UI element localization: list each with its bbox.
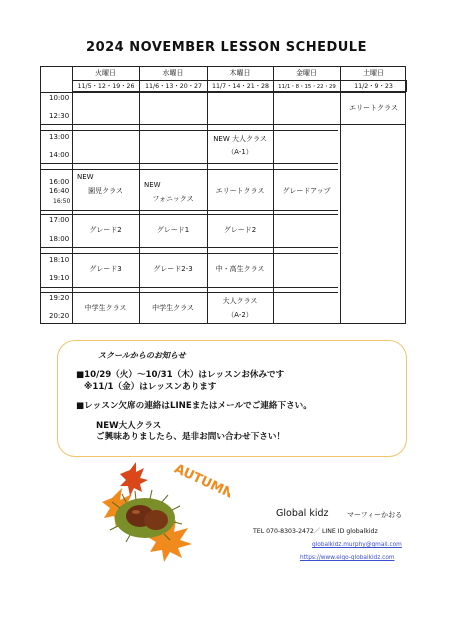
time-label: 20:20 <box>49 312 70 320</box>
dates-tue: 11/5・12・19・26 <box>72 80 140 92</box>
time-label: 19:10 <box>49 274 70 282</box>
school-name: Global kidz <box>276 508 329 519</box>
class-fri-gradeup: グレードアップ <box>282 187 331 195</box>
row-divider <box>41 214 338 215</box>
email-link[interactable]: globalkidz.murphy@gmail.com <box>312 542 402 548</box>
notice-line: ■レッスン欠席の連絡はLINEまたはメールでご連絡下さい。 <box>76 401 312 411</box>
row-divider <box>41 287 338 288</box>
time-label: 18:00 <box>49 235 70 243</box>
notice-line: ご興味ありましたら、是非お問い合わせ下さい！ <box>96 432 286 442</box>
notice-box <box>57 340 407 457</box>
class-thu-adult: 大人クラス <box>222 297 258 305</box>
notice-line: NEW大人クラス <box>96 421 162 431</box>
notice-title: スクールからのお知らせ <box>98 351 186 360</box>
row-divider <box>41 247 338 248</box>
class-tue-kinder: 園児クラス <box>88 187 123 195</box>
row-divider <box>41 253 338 254</box>
time-label: 16:40 <box>49 187 70 195</box>
class-sat-elite: エリートクラス <box>349 104 398 112</box>
row-divider <box>41 124 405 125</box>
time-label: 10:00 <box>49 94 70 102</box>
class-tue-middle: 中学生クラス <box>84 304 127 312</box>
class-wed-grade1: グレード1 <box>156 226 190 234</box>
day-header-tue: 火曜日 <box>95 69 116 77</box>
dates-thu: 11/7・14・21・28 <box>207 80 274 92</box>
time-label: 17:00 <box>49 216 70 224</box>
row-divider <box>41 163 338 164</box>
time-label: 16:50 <box>53 198 71 205</box>
time-label: 18:10 <box>49 256 70 264</box>
class-wed-new: NEW <box>144 181 161 189</box>
class-wed-phonics: フォニックス <box>152 195 194 203</box>
class-thu-adult-a1: （A-1） <box>227 148 253 156</box>
row-divider <box>41 210 338 211</box>
time-label: 12:30 <box>49 112 70 120</box>
autumn-illustration <box>100 458 230 563</box>
day-header-thu: 木曜日 <box>229 69 251 77</box>
dates-sat: 11/2・9・23 <box>340 80 407 92</box>
schedule-table <box>40 66 406 324</box>
class-tue-grade3: グレード3 <box>89 265 122 273</box>
class-tue-grade2: グレード2 <box>89 226 122 234</box>
page-title: 2024 NOVEMBER LESSON SCHEDULE <box>86 40 367 55</box>
row-divider <box>41 292 338 293</box>
notice-line: ■10/29（火）～10/31（木）はレッスンお休みです <box>76 370 285 380</box>
class-tue-new: NEW <box>77 173 94 181</box>
phone-line: TEL 070-8303-2472／ LINE ID globalkidz <box>253 528 378 535</box>
website-link[interactable]: https://www.eigo-globalkidz.com <box>300 555 395 561</box>
class-thu-adult-new: NEW 大人クラス <box>213 135 267 143</box>
class-wed-grade23: グレード2-3 <box>153 265 193 273</box>
maple-leaf-icon <box>120 462 148 496</box>
owner-name: マーフィーかおる <box>347 511 403 519</box>
class-thu-grade2: グレード2 <box>223 226 257 234</box>
class-wed-middle: 中学生クラス <box>152 304 194 312</box>
dates-fri: 11/1・8・15・22・29 <box>273 80 341 92</box>
notice-line: ※11/1（金）はレッスンあります <box>84 382 217 392</box>
row-divider <box>41 130 338 131</box>
row-divider <box>41 92 405 93</box>
class-thu-highschool: 中・高生クラス <box>215 265 265 273</box>
day-header-wed: 水曜日 <box>162 69 184 77</box>
time-label: 14:00 <box>49 151 70 159</box>
class-thu-adult-a2: （A-2） <box>227 311 253 319</box>
class-thu-elite: エリートクラス <box>215 187 265 195</box>
time-label: 16:00 <box>49 178 70 186</box>
time-label: 13:00 <box>49 133 70 141</box>
autumn-text: AUTUMN <box>171 461 230 502</box>
time-label: 19:20 <box>49 294 70 302</box>
dates-wed: 11/6・13・20・27 <box>139 80 208 92</box>
day-header-sat: 土曜日 <box>363 69 384 77</box>
day-header-fri: 金曜日 <box>296 69 317 77</box>
row-divider <box>41 169 338 170</box>
